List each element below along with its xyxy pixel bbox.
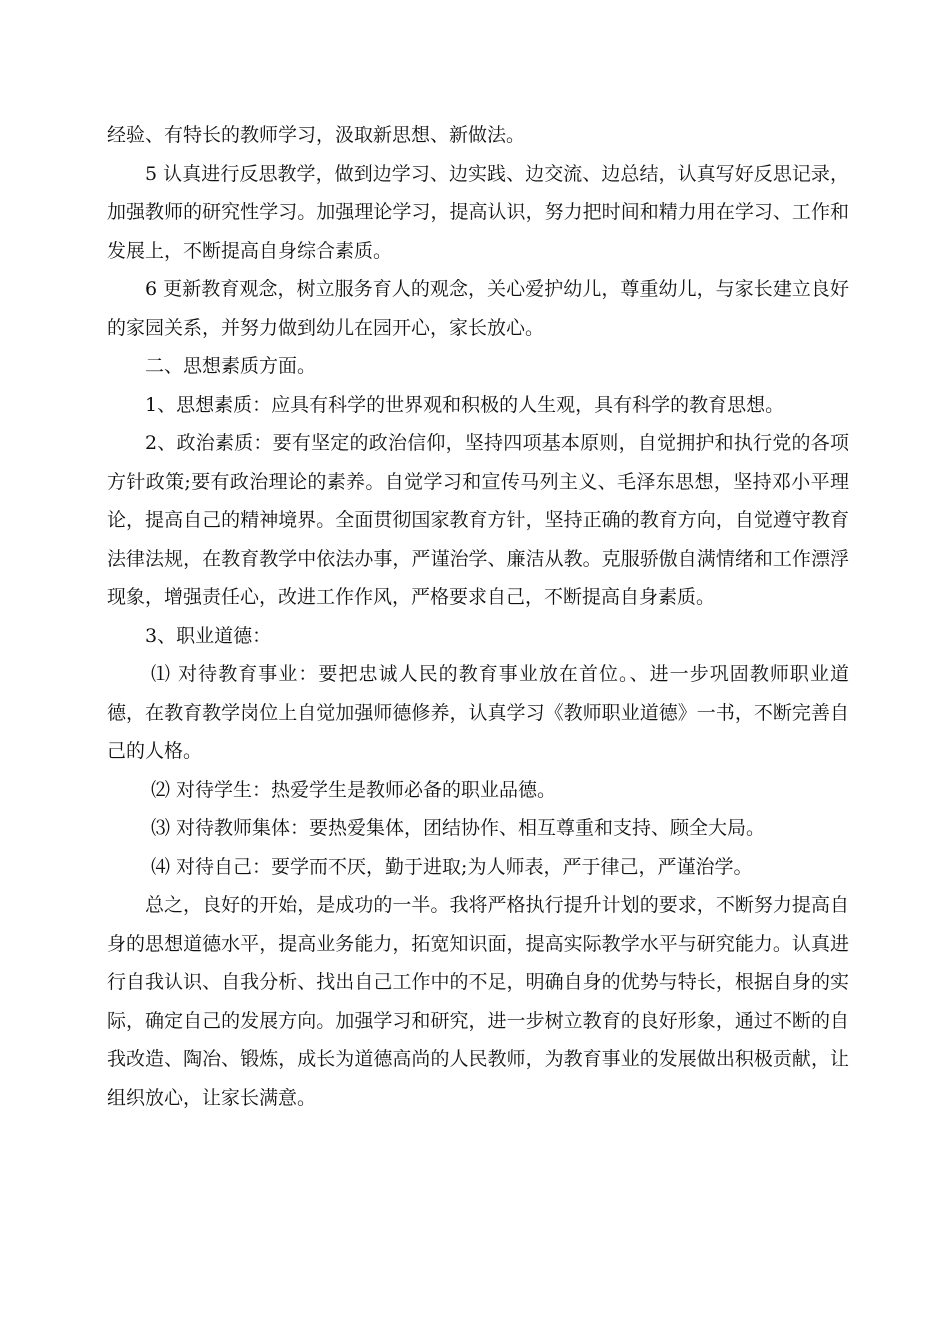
paragraph-item-6: 6 更新教育观念，树立服务育人的观念，关心爱护幼儿，尊重幼儿，与家长建立良好的家园关系，并努力做到幼儿在园开心，家长放心。 <box>107 278 849 339</box>
paragraph-ideological-quality: 1、思想素质：应具有科学的世界观和积极的人生观，具有科学的教育思想。 <box>145 393 785 416</box>
paragraph-conclusion: 总之，良好的开始，是成功的一半。我将严格执行提升计划的要求，不断努力提高自身的思想道德水平，提高业务能力，拓宽知识面，提高实际教学水平与研究能力。认真进行自我认识、自我分析、找出自己工作中的不足，明确自身的优势与特长，根据自身的实际，确定自己的发展方向。加强学习和研究，进一步树立教育的良好形象，通过不断的自我改造、陶冶、锻炼，成长为道德高尚的人民教师，为教育事业的发展做出积极贡献，让组织放心，让家长满意。 <box>107 894 849 1109</box>
paragraph-ethics-item-3: ⑶ 对待教师集体：要热爱集体，团结协作、相互尊重和支持、顾全大局。 <box>151 817 766 839</box>
paragraph-professional-ethics: 3、职业道德： <box>145 624 272 647</box>
paragraph-ethics-item-2: ⑵ 对待学生：热爱学生是教师必备的职业品德。 <box>151 778 557 801</box>
section-heading-ideological-quality: 二、思想素质方面。 <box>145 355 317 377</box>
document-body <box>107 116 849 1117</box>
paragraph-item-5: 5 认真进行反思教学，做到边学习、边实践、边交流、边总结，认真写好反思记录，加强教师的研究性学习。加强理论学习，提高认识，努力把时间和精力用在学习、工作和发展上，不断提高自身综合素质。 <box>107 162 849 262</box>
paragraph-ethics-item-1: ⑴ 对待教育事业：要把忠诚人民的教育事业放在首位。、进一步巩固教师职业道德，在教育教学岗位上自觉加强师德修养，认真学习《教师职业道德》一书，不断完善自己的人格。 <box>107 663 849 762</box>
paragraph-ethics-item-4: ⑷ 对待自己：要学而不厌，勤于进取;为人师表，严于律己，严谨治学。 <box>151 855 753 878</box>
paragraph-political-quality: 2、政治素质：要有坚定的政治信仰，坚持四项基本原则，自觉拥护和执行党的各项方针政策;要有政治理论的素养。自觉学习和宣传马列主义、毛泽东思想，坚持邓小平理论，提高自己的精神境界。全面贯彻国家教育方针，坚持正确的教育方向，自觉遵守教育法律法规，在教育教学中依法办事，严谨治学、廉洁从教。克服骄傲自满情绪和工作漂浮现象，增强责任心，改进工作作风，严格要求自己，不断提高自身素质。 <box>107 432 849 608</box>
paragraph-continuation: 经验、有特长的教师学习，汲取新思想、新做法。 <box>107 124 526 146</box>
